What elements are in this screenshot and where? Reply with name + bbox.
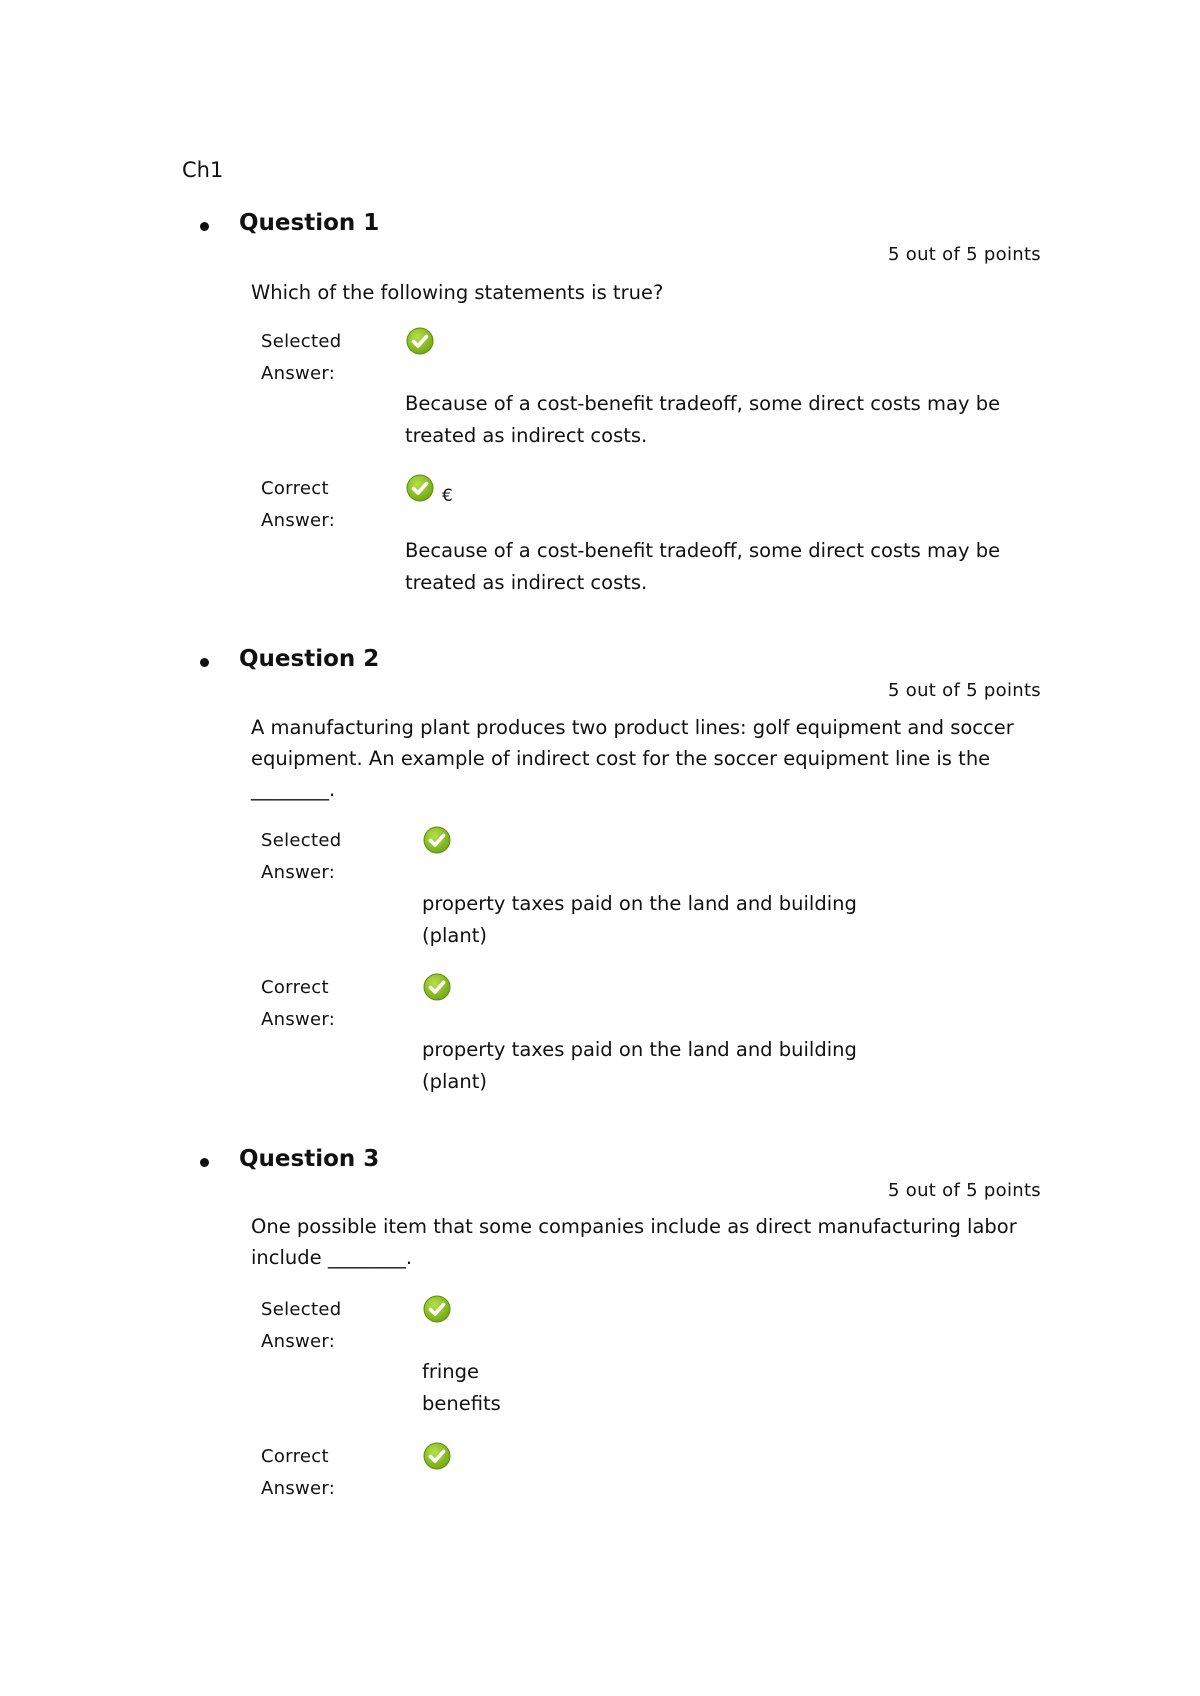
correct-check-icon	[406, 327, 434, 355]
correct-check-icon	[406, 474, 434, 502]
question-text: A manufacturing plant produces two product lines: golf equipment and soccer equipment. An example of indirect cost for the soccer equipment line is the ________.	[251, 716, 1014, 801]
bullet-icon	[200, 222, 209, 231]
bullet-icon	[200, 1158, 209, 1167]
correct-check-icon	[423, 1295, 451, 1323]
selected-answer-label: Selected Answer:	[261, 1299, 342, 1352]
selected-answer-text: Because of a cost-benefit tradeoff, some direct costs may be treated as indirect costs.	[405, 392, 1001, 447]
page-title: Ch1	[182, 158, 224, 182]
bullet-icon	[200, 658, 209, 667]
question-text: Which of the following statements is true?	[251, 281, 664, 304]
selected-answer-label: Selected Answer:	[261, 331, 342, 384]
correct-answer-text: Because of a cost-benefit tradeoff, some direct costs may be treated as indirect costs.	[405, 539, 1001, 594]
correct-check-icon	[423, 1442, 451, 1470]
points-label: 5 out of 5 points	[887, 1180, 1041, 1201]
question-heading: Question 2	[239, 646, 380, 672]
question-text: One possible item that some companies include as direct manufacturing labor include ________.	[251, 1215, 1017, 1269]
correct-answer-label: Correct Answer:	[261, 1446, 336, 1499]
points-label: 5 out of 5 points	[887, 244, 1041, 265]
euro-marker: €	[442, 486, 453, 506]
selected-answer-label: Selected Answer:	[261, 830, 342, 883]
correct-answer-text: property taxes paid on the land and building (plant)	[422, 1038, 857, 1093]
correct-answer-label: Correct Answer:	[261, 977, 336, 1030]
selected-answer-text: property taxes paid on the land and building (plant)	[422, 892, 857, 947]
selected-answer-text: fringe benefits	[422, 1360, 501, 1415]
correct-check-icon	[423, 826, 451, 854]
question-heading: Question 3	[239, 1146, 380, 1172]
correct-answer-label: Correct Answer:	[261, 478, 336, 531]
correct-check-icon	[423, 973, 451, 1001]
points-label: 5 out of 5 points	[887, 680, 1041, 701]
question-heading: Question 1	[239, 210, 380, 236]
